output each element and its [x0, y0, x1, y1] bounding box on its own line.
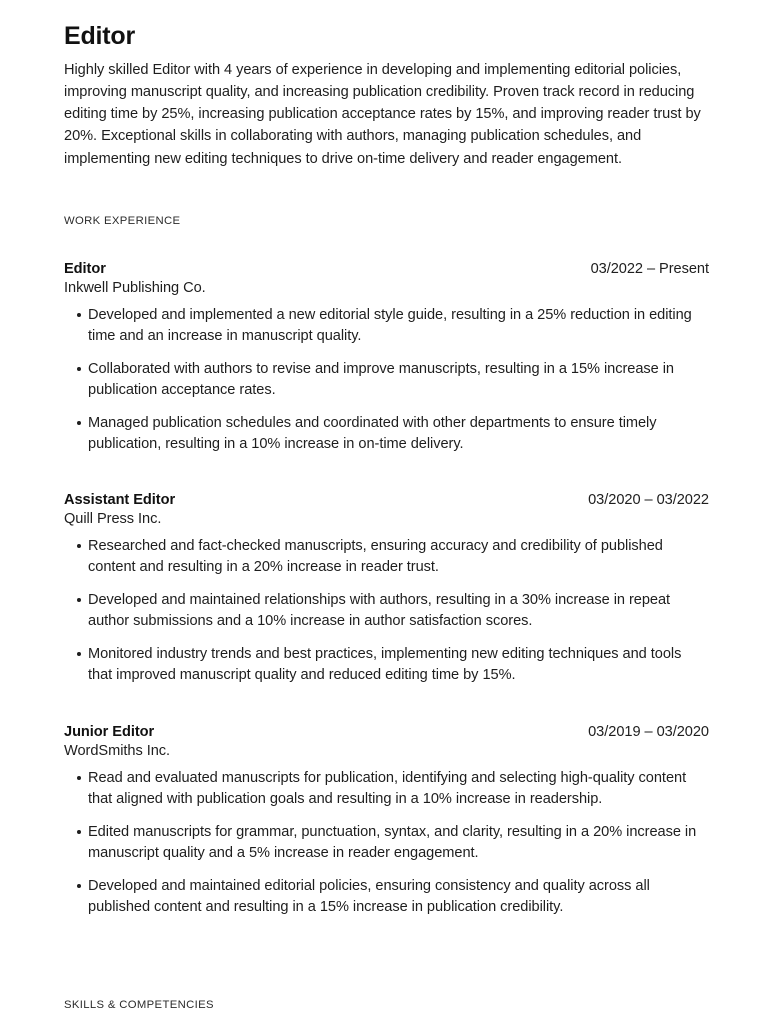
resume-content: [64, 22, 709, 1011]
job-dates: 03/2022 – Present: [590, 260, 709, 277]
job-entry: [64, 724, 709, 919]
job-bullet: Collaborated with authors to revise and improve manuscripts, resulting in a 15% increase in publication acceptance rates.: [64, 359, 709, 402]
job-company: Inkwell Publishing Co.: [64, 279, 206, 296]
job-bullet: Developed and maintained relationships with authors, resulting in a 30% increase in repeat author submissions and a 10% increase in author satisfaction scores.: [64, 590, 709, 633]
job-company: WordSmiths Inc.: [64, 742, 171, 759]
job-title: Junior Editor: [64, 723, 155, 740]
job-bullet: Researched and fact-checked manuscripts, ensuring accuracy and credibility of published content and resulting in a 20% increase in reader trust.: [64, 536, 709, 579]
job-title: Editor: [64, 260, 106, 277]
job-entry: [64, 261, 709, 456]
job-bullet: Managed publication schedules and coordinated with other departments to ensure timely publication, resulting in a 10% increase in on-time delivery.: [64, 413, 709, 456]
job-bullet: Developed and maintained editorial policies, ensuring consistency and quality across all published content and resulting in a 15% increase in publication credibility.: [64, 876, 709, 919]
job-bullet: Edited manuscripts for grammar, punctuation, syntax, and clarity, resulting in a 20% increase in manuscript quality and a 5% increase in reader engagement.: [64, 822, 709, 865]
job-bullet: Read and evaluated manuscripts for publication, identifying and selecting high-quality content that aligned with publication goals and resulting in a 10% increase in readership.: [64, 768, 709, 811]
professional-summary: Highly skilled Editor with 4 years of experience in developing and implementing editorial policies, improving manuscript quality, and increasing publication credibility. Proven track record in reducing editing time by 25%, increasing publication acceptance rates by 15%, and improving reader trust by 20%. Exceptional skills in collaborating with authors, managing publication schedules, and implementing new editing techniques to drive on-time delivery and reader engagement.: [64, 61, 701, 167]
job-bullet: Monitored industry trends and best practices, implementing new editing techniques and tools that improved manuscript quality and reduced editing time by 15%.: [64, 644, 709, 687]
section-header-skills-competencies: SKILLS & COMPETENCIES: [64, 998, 214, 1011]
job-header-row: [64, 724, 709, 740]
job-bullet-list: [64, 768, 709, 919]
job-bullet-list: [64, 305, 709, 456]
job-bullet: Developed and implemented a new editorial style guide, resulting in a 25% reduction in editing time and an increase in manuscript quality.: [64, 305, 709, 348]
job-header-row: [64, 492, 709, 508]
job-company: Quill Press Inc.: [64, 510, 162, 527]
job-title: Assistant Editor: [64, 491, 176, 508]
job-header-row: [64, 261, 709, 277]
job-entry: [64, 492, 709, 687]
job-bullet-list: [64, 536, 709, 687]
job-dates: 03/2020 – 03/2022: [588, 491, 709, 508]
section-header-work-experience: WORK EXPERIENCE: [64, 214, 181, 227]
page-title: Editor: [64, 22, 136, 50]
job-dates: 03/2019 – 03/2020: [588, 723, 709, 740]
